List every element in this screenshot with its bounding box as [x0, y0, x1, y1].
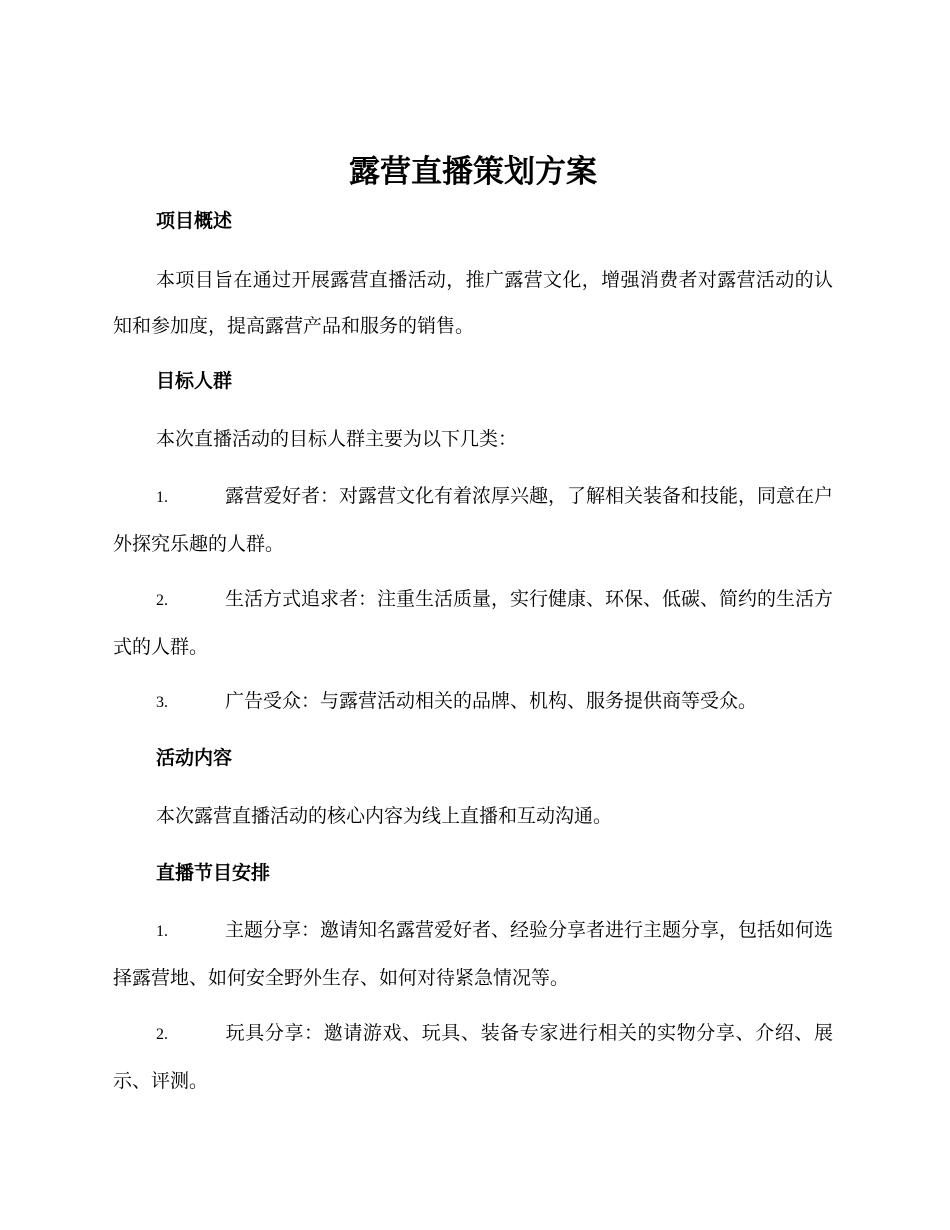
list-item-number: 1.	[156, 923, 168, 940]
content-paragraph: 本次露营直播活动的核心内容为线上直播和互动沟通。	[156, 805, 613, 827]
list-item-text: 生活方式追求者：注重生活质量，实行健康、环保、低碳、简约的生活方式的人群。	[113, 588, 834, 658]
document-title: 露营直播策划方案	[349, 154, 597, 190]
list-item-text: 广告受众：与露营活动相关的品牌、机构、服务提供商等受众。	[225, 690, 758, 712]
audience-list-item	[113, 576, 833, 670]
section-heading-content: 活动内容	[156, 747, 233, 769]
audience-list-item	[113, 473, 833, 567]
list-item-text: 露营爱好者：对露营文化有着浓厚兴趣，了解相关装备和技能，同意在户外探究乐趣的人群。	[113, 485, 834, 555]
section-heading-overview: 项目概述	[156, 210, 233, 232]
list-item-text: 主题分享：邀请知名露营爱好者、经验分享者进行主题分享，包括如何选择露营地、如何安全野外生存、如何对待紧急情况等。	[113, 919, 834, 989]
list-item-number: 2.	[156, 1026, 168, 1043]
section-heading-audience: 目标人群	[156, 370, 233, 392]
list-item-number: 1.	[156, 489, 168, 506]
schedule-list-item	[113, 1010, 833, 1104]
list-item-number: 2.	[156, 592, 168, 609]
audience-list-item	[113, 678, 833, 726]
list-item-text: 玩具分享：邀请游戏、玩具、装备专家进行相关的实物分享、介绍、展示、评测。	[113, 1022, 833, 1092]
list-item-number: 3.	[156, 694, 168, 711]
section-heading-schedule: 直播节目安排	[156, 862, 271, 884]
overview-paragraph: 本项目旨在通过开展露营直播活动，推广露营文化，增强消费者对露营活动的认知和参加度，提高露营产品和服务的销售。	[113, 269, 833, 337]
audience-intro-paragraph: 本次直播活动的目标人群主要为以下几类：	[156, 428, 518, 450]
schedule-list-item	[113, 907, 833, 1001]
